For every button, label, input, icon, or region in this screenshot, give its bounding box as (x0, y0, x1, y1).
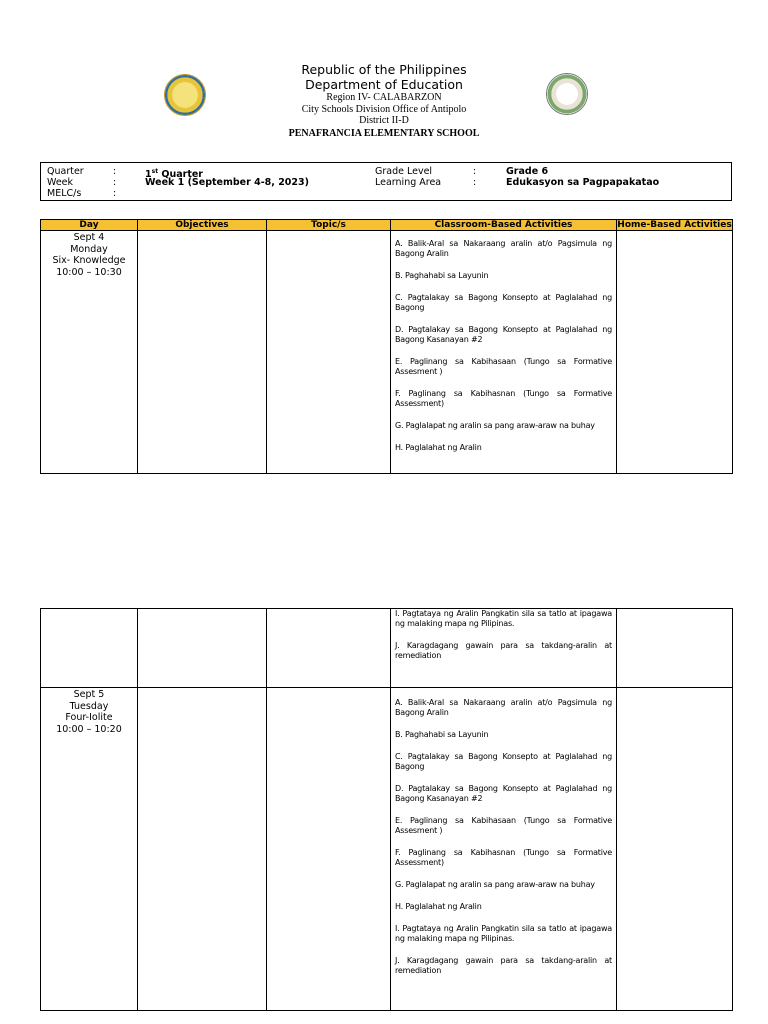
day-time: 10:00 – 10:30 (56, 266, 122, 278)
topics-cell (267, 609, 391, 688)
col-objectives: Objectives (138, 220, 267, 231)
colon: : (113, 166, 117, 177)
activity-item: C. Pagtalakay sa Bagong Konsepto at Paglalahad ng Bagong (395, 293, 612, 312)
activity-item: A. Balik-Aral sa Nakaraang aralin at/o Pagsimula ng Bagong Aralin (395, 698, 612, 717)
week-label: Week (47, 177, 74, 188)
home-activities-cell (617, 688, 733, 1011)
day-section: Four-Iolite (65, 712, 113, 723)
grade-value: Grade 6 (506, 166, 549, 177)
activity-item: F. Paglinang sa Kabihasnan (Tungo sa Formative Assessment) (395, 389, 612, 408)
quarter-label: Quarter (47, 166, 84, 177)
col-home-activities: Home-Based Activities (617, 220, 732, 230)
department-line: Department of Education (305, 77, 463, 92)
col-day: Day (41, 220, 138, 231)
division-line: City Schools Division Office of Antipolo (301, 103, 467, 115)
activity-item: B. Paghahabi sa Layunin (395, 730, 489, 739)
activity-item: H. Paglalahat ng Aralin (395, 902, 482, 911)
area-label: Learning Area (375, 177, 442, 188)
lesson-info-box (40, 162, 732, 201)
topics-cell (267, 231, 391, 474)
day-section: Six- Knowledge (52, 255, 126, 266)
objectives-cell (138, 231, 267, 474)
table-row (41, 688, 733, 1011)
activity-item: E. Paglinang sa Kabihasaan (Tungo sa Formative Assesment ) (395, 357, 612, 376)
objectives-cell (138, 609, 267, 688)
week-value: Week 1 (September 4-8, 2023) (145, 177, 309, 188)
grade-label: Grade Level (375, 166, 433, 177)
table-row (41, 231, 733, 474)
lesson-table-tuesday (40, 608, 733, 1011)
activity-item: J. Karagdagang gawain para sa takdang-aralin at remediation (395, 956, 612, 975)
day-weekday: Monday (70, 243, 108, 255)
colon: : (113, 188, 117, 199)
topics-cell (267, 688, 391, 1011)
activity-item: C. Pagtalakay sa Bagong Konsepto at Paglalahad ng Bagong (395, 752, 612, 771)
table-row (41, 609, 733, 688)
activity-item: A. Balik-Aral sa Nakaraang aralin at/o Pagsimula ng Bagong Aralin (395, 239, 612, 258)
activities-cell (391, 609, 617, 688)
quarter-value: 1st Quarter (145, 168, 203, 181)
melc-label: MELC/s (47, 188, 82, 199)
activities-cell (391, 688, 617, 1011)
district-line: District II-D (359, 115, 409, 126)
home-activities-cell (617, 609, 733, 688)
activity-item: H. Paglalahat ng Aralin (395, 443, 482, 452)
area-value: Edukasyon sa Pagpapakatao (506, 177, 660, 188)
day-cell (41, 609, 138, 688)
region-line: Region IV- CALABARZON (326, 92, 442, 103)
col-classroom-activities: Classroom-Based Activities (391, 220, 617, 231)
activity-item: E. Paglinang sa Kabihasaan (Tungo sa Formative Assesment ) (395, 816, 612, 835)
activity-item: D. Pagtalakay sa Bagong Konsepto at Paglalahad ng Bagong Kasanayan #2 (395, 325, 612, 344)
colon: : (473, 166, 477, 177)
day-weekday: Tuesday (69, 700, 109, 712)
col-topics: Topic/s (267, 220, 391, 231)
day-date: Sept 4 (73, 232, 105, 243)
lesson-table-monday (40, 219, 733, 474)
colon: : (113, 177, 117, 188)
colon: : (473, 177, 477, 188)
activity-item: F. Paglinang sa Kabihasnan (Tungo sa Formative Assessment) (395, 848, 612, 867)
activity-item: I. Pagtataya ng Aralin Pangkatin sila sa tatlo at ipagawa ng malaking mapa ng Pilipinas. (395, 609, 612, 628)
activity-item: D. Pagtalakay sa Bagong Konsepto at Paglalahad ng Bagong Kasanayan #2 (395, 784, 612, 803)
activity-item: B. Paghahabi sa Layunin (395, 271, 489, 280)
activity-item: G. Paglalapat ng aralin sa pang araw-araw na buhay (395, 880, 595, 889)
day-date: Sept 5 (73, 689, 105, 700)
home-activities-cell (617, 231, 733, 474)
activity-item: G. Paglalapat ng aralin sa pang araw-araw na buhay (395, 421, 595, 430)
document-header (0, 62, 768, 141)
republic-line: Republic of the Philippines (301, 62, 467, 77)
day-cell (41, 231, 138, 474)
activity-item: J. Karagdagang gawain para sa takdang-aralin at remediation (395, 641, 612, 660)
activities-cell (391, 231, 617, 474)
objectives-cell (138, 688, 267, 1011)
activity-item: I. Pagtataya ng Aralin Pangkatin sila sa tatlo at ipagawa ng malaking mapa ng Pilipinas. (395, 924, 612, 943)
school-name: PENAFRANCIA ELEMENTARY SCHOOL (288, 127, 480, 139)
table-header-row (41, 220, 733, 231)
day-time: 10:00 – 10:20 (56, 723, 122, 735)
day-cell (41, 688, 138, 1011)
